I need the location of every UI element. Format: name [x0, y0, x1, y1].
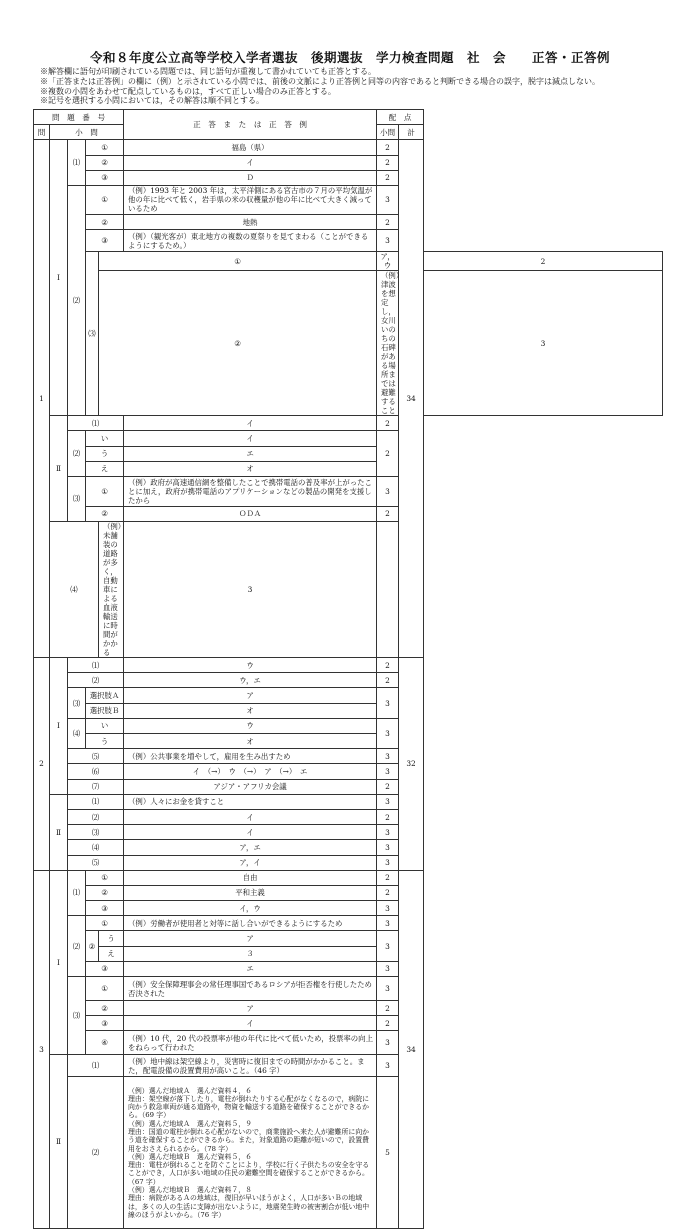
point-cell: 3 — [377, 688, 399, 718]
item-label: ② — [86, 155, 124, 170]
point-cell: 3 — [377, 931, 399, 961]
table-row — [34, 977, 663, 1001]
answer-line: （例）選んだ地域Ａ 選んだ資料５，９ — [128, 1119, 253, 1128]
answer-cell: ３ — [124, 946, 377, 961]
item-label: ③ — [86, 961, 124, 976]
item-label: え — [99, 946, 124, 961]
section-label: Ⅰ — [50, 658, 68, 795]
table-row — [34, 431, 663, 446]
answer-cell: ウ — [124, 658, 377, 673]
point-cell: 5 — [377, 1077, 399, 1229]
item-label: ① — [86, 977, 124, 1001]
mon-header: 問 — [34, 125, 50, 140]
point-cell: 2 — [377, 870, 399, 885]
subq-label: ⑷ — [68, 840, 124, 855]
table-row — [34, 214, 663, 229]
points-header: 配 点 — [377, 110, 424, 125]
answer-cell: エ — [124, 961, 377, 976]
table-row — [34, 230, 663, 252]
table-row — [34, 718, 663, 733]
section-label: Ⅰ — [50, 870, 68, 1055]
total-header: 計 — [399, 125, 424, 140]
table-row — [34, 703, 663, 718]
point-cell: 2 — [377, 658, 399, 673]
subq-label: ⑵ — [68, 809, 124, 824]
shomon-pt-header: 小問 — [377, 125, 399, 140]
item-label: ① — [99, 252, 377, 271]
point-cell: 2 — [377, 506, 399, 521]
table-row — [34, 446, 663, 461]
answer-cell: （例）労働者が使用者と対等に話し合いができるようにするため — [124, 916, 377, 931]
answer-cell: イ — [124, 416, 377, 431]
item-label: ④ — [86, 1031, 124, 1055]
item-label: ① — [86, 916, 124, 931]
total-cell: 32 — [399, 658, 424, 871]
subq-label: ⑵ — [68, 185, 86, 415]
item-label: 選択肢Ａ — [86, 688, 124, 703]
table-row — [34, 916, 663, 931]
table-row — [34, 870, 663, 885]
answer-cell: イ （→） ウ （→） ア （→） エ — [124, 764, 377, 779]
subq-label: ⑶ — [68, 688, 86, 718]
table-row — [34, 461, 663, 476]
answer-cell: 福島（県） — [124, 140, 377, 155]
item-label: ② — [86, 1001, 124, 1016]
item-label: ② — [86, 506, 124, 521]
point-cell: 3 — [377, 901, 399, 916]
answer-cell: ウ，エ — [124, 673, 377, 688]
notes — [40, 67, 600, 106]
point-cell: 2 — [424, 252, 663, 271]
item-label: う — [99, 931, 124, 946]
section-label: Ⅰ — [50, 140, 68, 416]
table-row — [34, 140, 663, 155]
answer-cell: イ — [124, 809, 377, 824]
answer-cell: （例）地中線は架空線より，災害時に復旧までの時間がかかること。また，配電設備の設置費用が高いこと。（46 字） — [124, 1055, 377, 1077]
answer-cell: ア，エ — [124, 840, 377, 855]
section-label: Ⅱ — [50, 794, 68, 870]
point-cell: 3 — [377, 764, 399, 779]
header-row — [34, 110, 663, 125]
table-row — [34, 931, 663, 946]
point-cell: 3 — [377, 1055, 399, 1077]
subq-label: ⑴ — [68, 794, 124, 809]
subq-label: ⑹ — [68, 764, 124, 779]
subq-label: ⑴ — [68, 140, 86, 186]
qnum-header: 問 題 番 号 — [34, 110, 124, 125]
answer-line: 理由：病院があるＡの地域は，復旧が早いほうがよく，人口が多いＢの地域は，多くの人の生活に支障が出ないように，地震発生時の被害割合が低い地中線のほうがよいから。（76 字） — [128, 1194, 370, 1219]
subq-label: ⑵ — [68, 673, 124, 688]
page-title: 令和８年度公立高等学校入学者選抜 後期選抜 学力検査問題 社 会 正答・正答例 — [89, 50, 610, 65]
table-row — [34, 185, 663, 214]
table-row — [34, 1077, 663, 1229]
question-number: 2 — [34, 658, 50, 871]
table-row — [34, 170, 663, 185]
item-label: ① — [86, 476, 124, 506]
answer-cell: ＯＤＡ — [124, 506, 377, 521]
table-row — [34, 155, 663, 170]
answer-cell: 地熱 — [124, 214, 377, 229]
point-cell: 2 — [377, 1016, 399, 1031]
point-cell: 3 — [377, 1031, 399, 1055]
answer-cell: イ — [124, 825, 377, 840]
subq-label: ⑶ — [68, 476, 86, 521]
answer-cell: イ — [124, 431, 377, 446]
item-label: う — [86, 446, 124, 461]
item-label: ② — [99, 271, 377, 416]
item-label: ② — [86, 885, 124, 900]
answer-line: 理由：架空線が落下したり，電柱が倒れたりする心配がなくなるので，病院に向かう救急車両が通る道路や，物資を輸送する道路を確保することができるから。（69 字） — [128, 1094, 370, 1120]
answer-cell: ア — [124, 1001, 377, 1016]
table-row — [34, 1001, 663, 1016]
total-cell: 34 — [399, 870, 424, 1229]
point-cell: 2 — [377, 431, 399, 477]
answer-cell: （例）安全保障理事会の常任理事国であるロシアが拒否権を行使したため否決された — [124, 977, 377, 1001]
section-label: Ⅱ — [50, 1055, 68, 1229]
answer-cell — [124, 1077, 377, 1229]
item-label: ③ — [86, 230, 124, 252]
section-label: Ⅱ — [50, 416, 68, 522]
item-label: 選択肢Ｂ — [86, 703, 124, 718]
answer-cell: （例）10 代，20 代の投票率が他の年代に比べて低いため，投票率の向上をねらって行われた — [124, 1031, 377, 1055]
note: ※「正答または正答例」の欄に（例）と示されている小問では、前後の文脈により正答例と同等の内容であると判断できる場合の誤字，脱字は減点しない。 — [40, 76, 600, 86]
point-cell: 2 — [377, 214, 399, 229]
table-row — [34, 885, 663, 900]
table-row — [34, 1016, 663, 1031]
subq-label: ⑵ — [68, 916, 86, 977]
subq-label: ⑷ — [50, 522, 99, 658]
point-cell: 3 — [377, 749, 399, 764]
answer-cell: （例）津波を想定し，女川いのちの石碑がある場所までは避難すること — [377, 271, 399, 416]
subq-label: ⑵ — [68, 431, 86, 477]
item-label: ③ — [86, 901, 124, 916]
answer-cell: イ，ウ — [124, 901, 377, 916]
subq-label: ⑸ — [68, 855, 124, 870]
item-label: ③ — [86, 170, 124, 185]
point-cell: 2 — [377, 170, 399, 185]
answer-cell: アジア・アフリカ会議 — [124, 779, 377, 794]
point-cell: 2 — [377, 1001, 399, 1016]
point-cell: 3 — [377, 977, 399, 1001]
point-cell: 3 — [377, 855, 399, 870]
table-row — [34, 688, 663, 703]
table-row — [34, 476, 663, 506]
table-row — [34, 252, 663, 271]
point-cell: 3 — [377, 825, 399, 840]
table-row — [34, 749, 663, 764]
subq-label: ⑴ — [68, 658, 124, 673]
table-row — [34, 1055, 663, 1077]
answer-header: 正 答 ま た は 正 答 例 — [124, 110, 377, 140]
answer-cell: ア — [124, 931, 377, 946]
point-cell: 2 — [377, 155, 399, 170]
answer-cell: （例）公共事業を増やして，雇用を生み出すため — [124, 749, 377, 764]
point-cell: 3 — [377, 718, 399, 748]
answer-cell: （例）未舗装の道路が多く，自動車による血液輸送に時間がかかる — [99, 522, 124, 658]
answer-line: 理由：国道の電柱が倒れる心配がないので，商業施設へ来た人が避難所に向かう道を確保することができるから。また，対象道路の距離が短いので，設置費用をおさえられるから。（78 字） — [128, 1127, 370, 1153]
item-label: ③ — [86, 1016, 124, 1031]
answer-cell: （例）政府が高速通信網を整備したことで携帯電話の普及率が上がったことに加え，政府が携帯電話のアプリケーションなどの製品の開発を支援したから — [124, 476, 377, 506]
subq-label: ⑵ — [68, 1077, 124, 1229]
item-label: い — [86, 718, 124, 733]
total-cell: 34 — [399, 140, 424, 658]
subq-label: ⑴ — [68, 870, 86, 916]
subq-label: ⑴ — [68, 416, 124, 431]
answer-cell: オ — [124, 734, 377, 749]
table-row — [34, 794, 663, 809]
answer-cell: ウ — [124, 718, 377, 733]
item-label: ① — [86, 870, 124, 885]
item-label: い — [86, 431, 124, 446]
table-row — [34, 901, 663, 916]
item-label: う — [86, 734, 124, 749]
table-row — [34, 522, 663, 658]
table-row — [34, 840, 663, 855]
answer-cell: （例）（観光客が）東北地方の複数の夏祭りを見てまわる（ことができるようにするため。） — [124, 230, 377, 252]
table-row — [34, 1031, 663, 1055]
subq-label: ⑷ — [68, 718, 86, 748]
answer-cell: 自由 — [124, 870, 377, 885]
table-row — [34, 506, 663, 521]
table-row — [34, 779, 663, 794]
item-label: え — [86, 461, 124, 476]
item-label: ① — [86, 140, 124, 155]
table-row — [34, 855, 663, 870]
answer-cell: エ — [124, 446, 377, 461]
answer-cell: イ — [124, 1016, 377, 1031]
subq-label: ⑶ — [86, 252, 99, 416]
answer-cell: 平和主義 — [124, 885, 377, 900]
table-row — [34, 658, 663, 673]
answer-cell: ア — [124, 688, 377, 703]
table-row — [34, 764, 663, 779]
note: ※解答欄に語句が印刷されている問題では、同じ語句が重複して書かれていても正答とする。 — [40, 67, 376, 76]
answer-cell: イ — [124, 155, 377, 170]
point-cell: 2 — [377, 140, 399, 155]
point-cell: 2 — [377, 809, 399, 824]
note: ※記号を選択する小問においては，その解答は順不同とする。 — [40, 96, 264, 106]
table-row — [34, 961, 663, 976]
subq-label: ⑶ — [68, 977, 86, 1055]
point-cell: 3 — [377, 476, 399, 506]
item-label: ① — [86, 185, 124, 214]
subq-label: ⑶ — [68, 825, 124, 840]
answer-line: 理由：電柱が倒れることを防ぐことにより，学校に行く子供たちの安全を守ることができ，人口が多い地域の住民の避難空間を確保することができるから。（67 字） — [128, 1161, 370, 1186]
point-cell: 2 — [377, 779, 399, 794]
point-cell: 3 — [377, 840, 399, 855]
point-cell: 3 — [377, 961, 399, 976]
answer-line: （例）選んだ地域Ｂ 選んだ資料７，８ — [128, 1186, 253, 1195]
table-row — [34, 416, 663, 431]
point-cell: 3 — [377, 230, 399, 252]
subq-label: ⑴ — [68, 1055, 124, 1077]
answer-cell: ア，ウ — [377, 252, 399, 271]
point-cell: 2 — [377, 416, 399, 431]
point-cell: 2 — [377, 885, 399, 900]
subq-label: ⑸ — [68, 749, 124, 764]
table-row — [34, 734, 663, 749]
item-label: ② — [86, 214, 124, 229]
answer-line: （例）選んだ地域Ｂ 選んだ資料５，６ — [128, 1152, 253, 1161]
table-row — [34, 946, 663, 961]
question-number: 3 — [34, 870, 50, 1229]
table-row — [34, 825, 663, 840]
item-label: ② — [86, 931, 99, 961]
table-row — [34, 673, 663, 688]
table-row — [34, 809, 663, 824]
note: ※複数の小問をあわせて配点しているものは，すべて正しい場合のみ正答とする。 — [40, 86, 336, 96]
answer-line: （例）選んだ地域Ａ 選んだ資料４，６ — [128, 1086, 253, 1095]
point-cell: 3 — [377, 794, 399, 809]
answer-cell: オ — [124, 703, 377, 718]
point-cell: 3 — [124, 522, 377, 658]
point-cell: 2 — [377, 673, 399, 688]
answer-cell: （例）1993 年と 2003 年は，太平洋側にある宮古市の７月の平均気温が他の年に比べて低く，岩手県の米の収穫量が他の年に比べて大きく減っているため — [124, 185, 377, 214]
point-cell: 3 — [377, 185, 399, 214]
question-number: 1 — [34, 140, 50, 658]
answer-cell: オ — [124, 461, 377, 476]
answer-cell: Ｄ — [124, 170, 377, 185]
shomon-header: 小 問 — [50, 125, 124, 140]
point-cell: 3 — [377, 916, 399, 931]
answer-cell: （例）人々にお金を貸すこと — [124, 794, 377, 809]
answer-cell: ア，イ — [124, 855, 377, 870]
answer-table — [33, 109, 663, 1229]
point-cell: 3 — [424, 271, 663, 416]
subq-label: ⑺ — [68, 779, 124, 794]
table-row — [34, 271, 663, 416]
